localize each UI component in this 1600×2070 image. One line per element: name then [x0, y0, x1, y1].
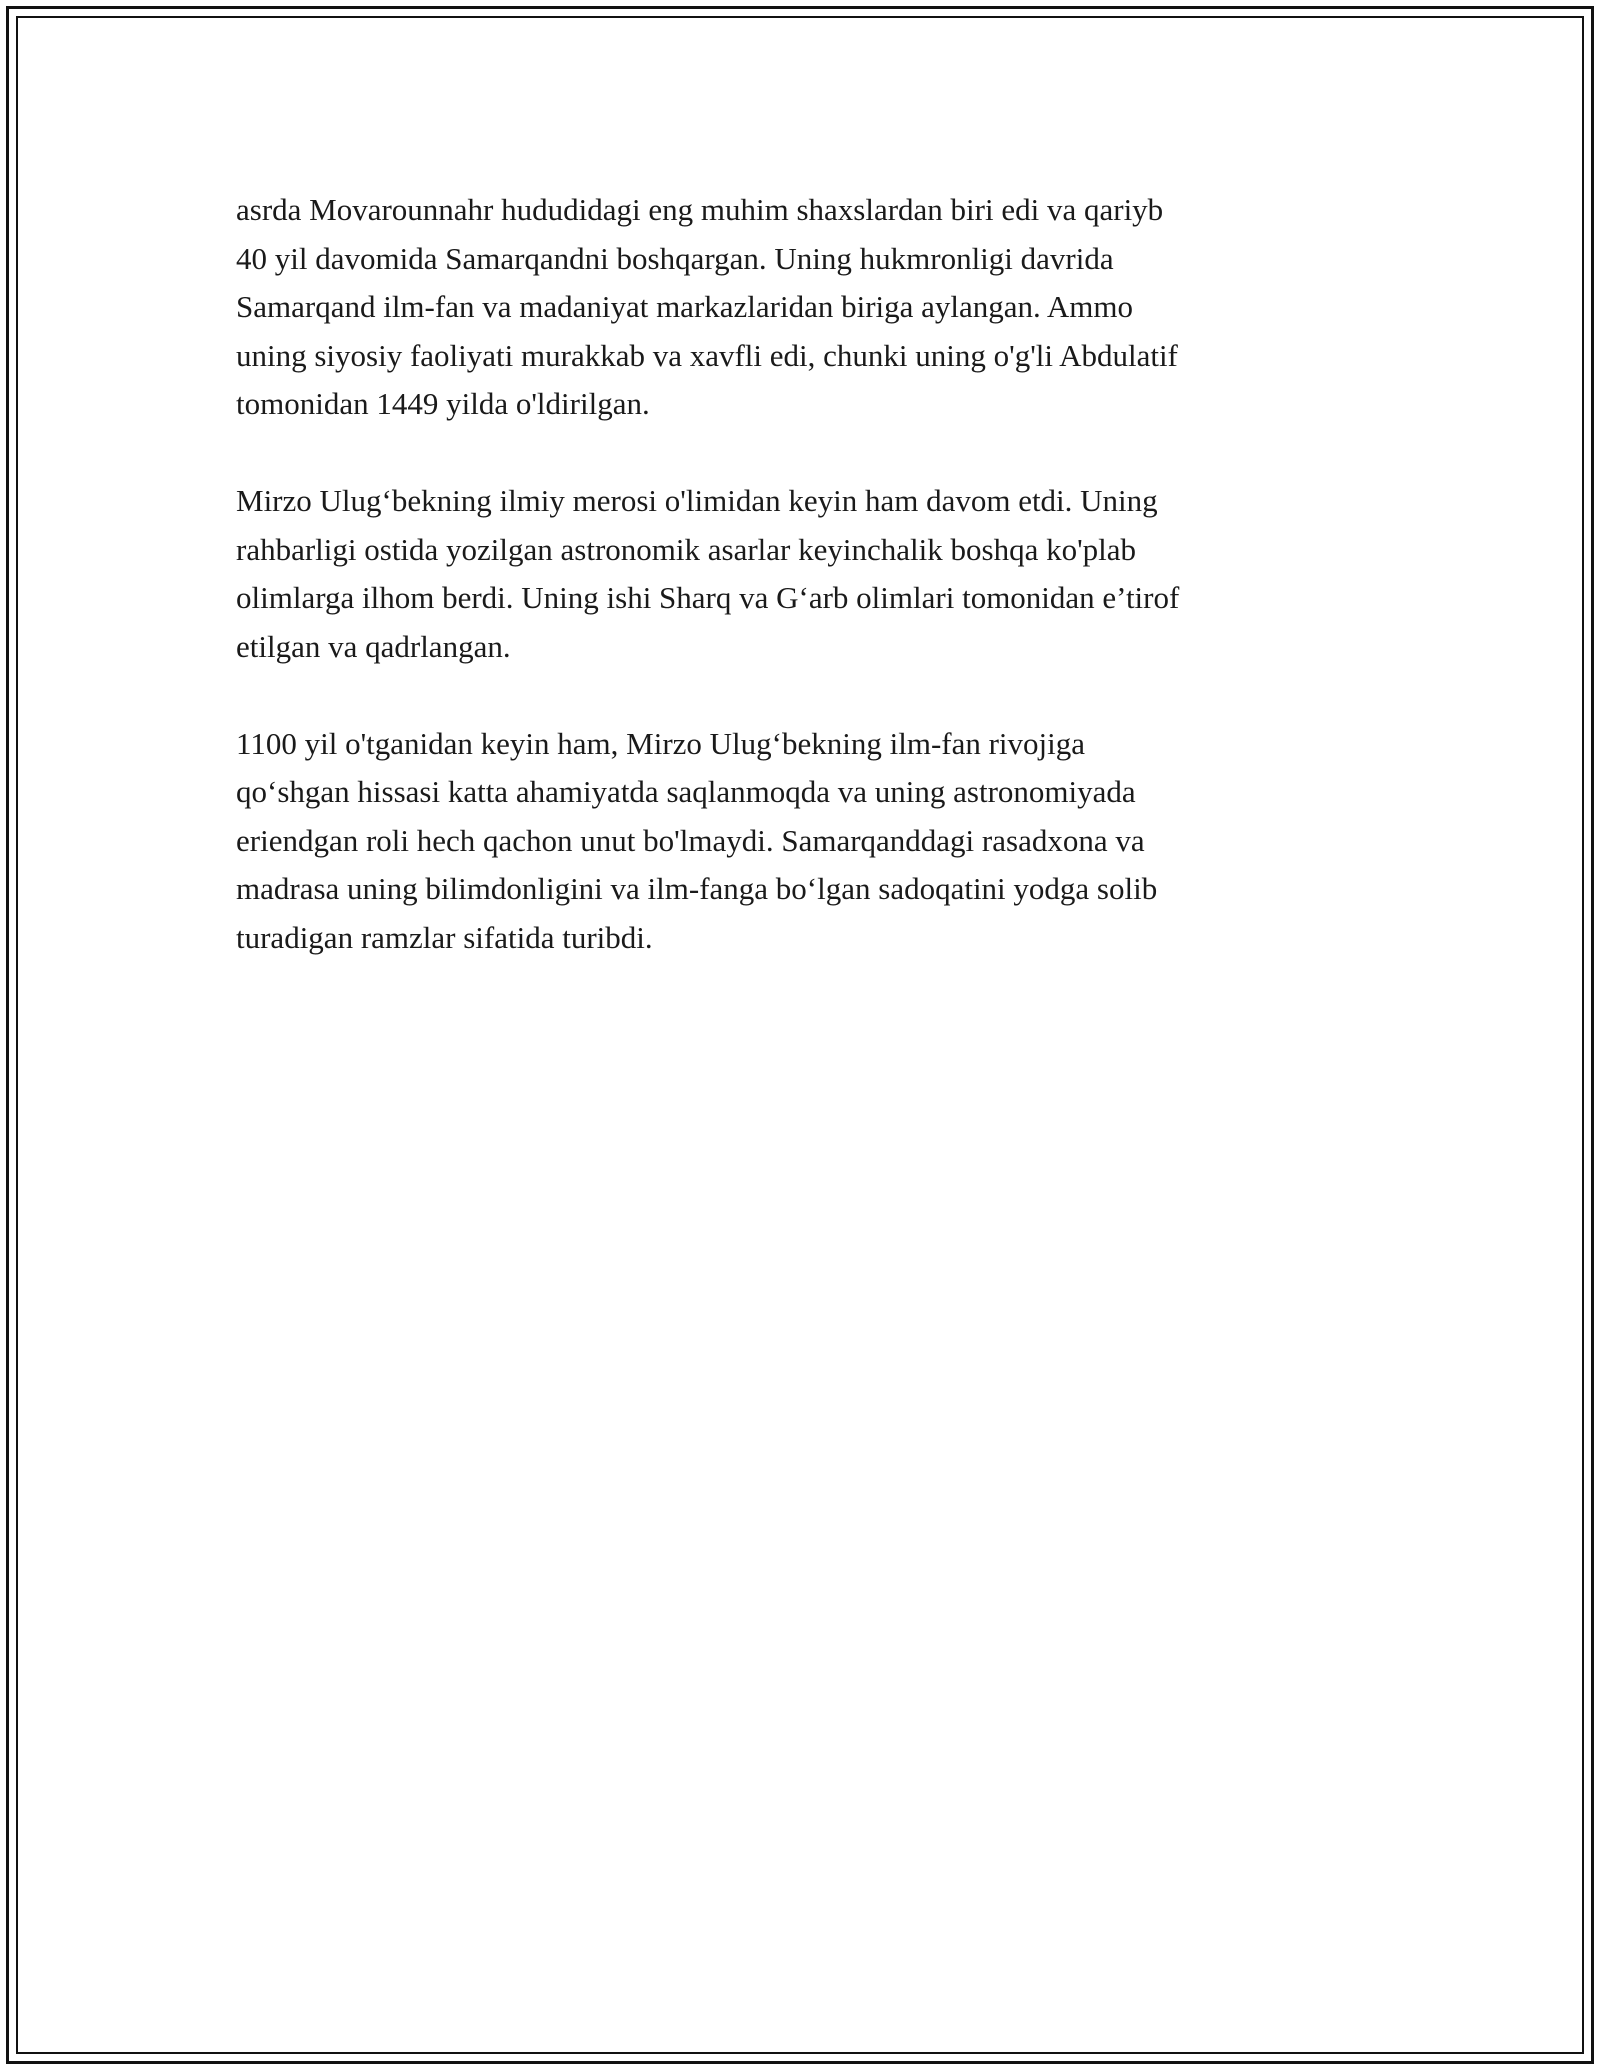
text-line: uning siyosiy faoliyati murakkab va xavfli edi, chunki uning o'g'li Abdulatif — [236, 337, 1178, 373]
text-line: Mirzo Ulug‘bekning ilmiy merosi o'limidan keyin ham davom etdi. Uning — [236, 483, 1158, 518]
text-line: qo‘shgan hissasi katta ahamiyatda saqlanmoqda va uning astronomiyada — [236, 774, 1136, 809]
text-line: olimlarga ilhom berdi. Uning ishi Sharq va G‘arb olimlari tomonidan e’tirof — [236, 580, 1180, 615]
text-line: etilgan va qadrlangan. — [236, 628, 511, 664]
text-line: turadigan ramzlar sifatida turibdi. — [236, 919, 653, 955]
paragraph-1 — [236, 186, 1364, 429]
text-line: 40 yil davomida Samarqandni boshqargan. Uning hukmronligi davrida — [236, 240, 1114, 276]
paragraph-2 — [236, 477, 1364, 671]
text-line: Samarqand ilm-fan va madaniyat markazlaridan biriga aylangan. Ammo — [236, 289, 1133, 324]
text-line: rahbarligi ostida yozilgan astronomik asarlar keyinchalik boshqa ko'plab — [236, 531, 1137, 567]
text-line: eriendgan roli hech qachon unut bo'lmaydi. Samarqanddagi rasadxona va — [236, 822, 1145, 858]
text-line: 1100 yil o'tganidan keyin ham, Mirzo Ulug‘bekning ilm-fan rivojiga — [236, 725, 1086, 761]
paragraph-3 — [236, 720, 1364, 963]
text-line: asrda Movarounnahr hududidagi eng muhim shaxslardan biri edi va qariyb — [236, 192, 1164, 227]
text-line: madrasa uning bilimdonligini va ilm-fanga bo‘lgan sadoqatini yodga solib — [236, 871, 1158, 906]
document-body — [236, 186, 1364, 1011]
text-line: tomonidan 1449 yilda o'ldirilgan. — [236, 386, 650, 421]
